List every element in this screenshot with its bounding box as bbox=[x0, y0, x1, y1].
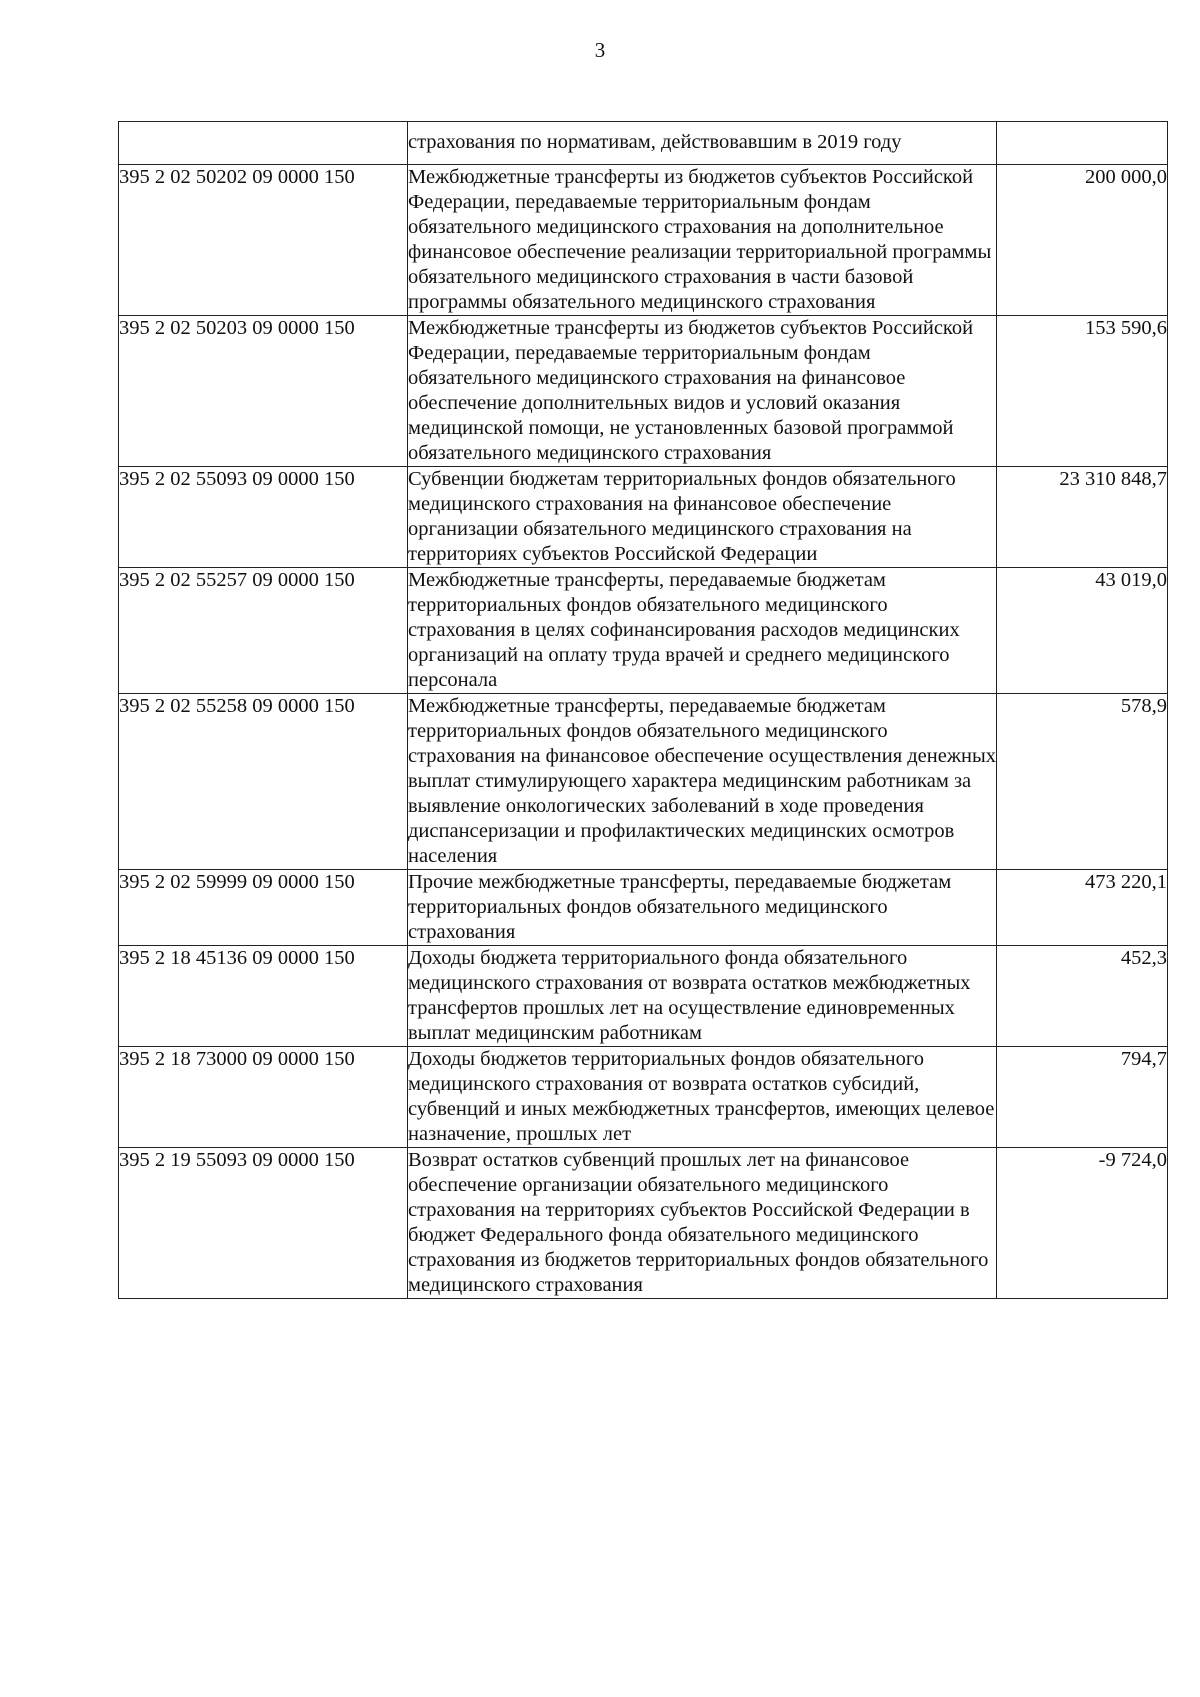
description-cell: Межбюджетные трансферты из бюджетов субъектов Российской Федерации, передаваемые территориальным фондам обязательного медицинского страхования на дополнительное финансовое обеспечение реализации территориальной программы обязательного медицинского страхования в части базовой программы обязательного медицинского страхования bbox=[408, 165, 997, 316]
budget-code-cell: 395 2 18 45136 09 0000 150 bbox=[119, 946, 408, 1047]
table-row bbox=[119, 1047, 1168, 1148]
amount-cell: 578,9 bbox=[997, 694, 1168, 870]
description-cell: Межбюджетные трансферты из бюджетов субъектов Российской Федерации, передаваемые территориальным фондам обязательного медицинского страхования на финансовое обеспечение дополнительных видов и условий оказания медицинской помощи, не установленных базовой программой обязательного медицинского страхования bbox=[408, 316, 997, 467]
table-row bbox=[119, 870, 1168, 946]
budget-code-cell: 395 2 19 55093 09 0000 150 bbox=[119, 1148, 408, 1299]
page-number: 3 bbox=[594, 38, 606, 62]
amount-cell: 153 590,6 bbox=[997, 316, 1168, 467]
description-cell: Субвенции бюджетам территориальных фондов обязательного медицинского страхования на финансовое обеспечение организации обязательного медицинского страхования на территориях субъектов Российской Федерации bbox=[408, 467, 997, 568]
table-row bbox=[119, 568, 1168, 694]
budget-code-cell: 395 2 02 55258 09 0000 150 bbox=[119, 694, 408, 870]
amount-cell: 794,7 bbox=[997, 1047, 1168, 1148]
description-cell: страхования по нормативам, действовавшим в 2019 году bbox=[408, 122, 997, 165]
budget-code-cell: 395 2 02 50203 09 0000 150 bbox=[119, 316, 408, 467]
amount-cell bbox=[997, 122, 1168, 165]
table-row bbox=[119, 946, 1168, 1047]
amount-cell: 43 019,0 bbox=[997, 568, 1168, 694]
budget-revenue-table bbox=[118, 121, 1168, 1299]
description-cell: Возврат остатков субвенций прошлых лет на финансовое обеспечение организации обязательного медицинского страхования на территориях субъектов Российской Федерации в бюджет Федерального фонда обязательного медицинского страхования из бюджетов территориальных фондов обязательного медицинского страхования bbox=[408, 1148, 997, 1299]
amount-cell: 473 220,1 bbox=[997, 870, 1168, 946]
description-cell: Прочие межбюджетные трансферты, передаваемые бюджетам территориальных фондов обязательного медицинского страхования bbox=[408, 870, 997, 946]
description-cell: Межбюджетные трансферты, передаваемые бюджетам территориальных фондов обязательного медицинского страхования на финансовое обеспечение осуществления денежных выплат стимулирующего характера медицинским работникам за выявление онкологических заболеваний в ходе проведения диспансеризации и профилактических медицинских осмотров населения bbox=[408, 694, 997, 870]
table-row bbox=[119, 1148, 1168, 1299]
amount-cell: -9 724,0 bbox=[997, 1148, 1168, 1299]
amount-cell: 452,3 bbox=[997, 946, 1168, 1047]
table-row bbox=[119, 316, 1168, 467]
amount-cell: 23 310 848,7 bbox=[997, 467, 1168, 568]
budget-code-cell: 395 2 02 59999 09 0000 150 bbox=[119, 870, 408, 946]
amount-cell: 200 000,0 bbox=[997, 165, 1168, 316]
budget-code-cell: 395 2 02 55093 09 0000 150 bbox=[119, 467, 408, 568]
budget-code-cell: 395 2 02 55257 09 0000 150 bbox=[119, 568, 408, 694]
budget-code-cell: 395 2 18 73000 09 0000 150 bbox=[119, 1047, 408, 1148]
table-row bbox=[119, 122, 1168, 165]
description-cell: Доходы бюджетов территориальных фондов обязательного медицинского страхования от возврата остатков субсидий, субвенций и иных межбюджетных трансфертов, имеющих целевое назначение, прошлых лет bbox=[408, 1047, 997, 1148]
description-cell: Межбюджетные трансферты, передаваемые бюджетам территориальных фондов обязательного медицинского страхования в целях софинансирования расходов медицинских организаций на оплату труда врачей и среднего медицинского персонала bbox=[408, 568, 997, 694]
description-cell: Доходы бюджета территориального фонда обязательного медицинского страхования от возврата остатков межбюджетных трансфертов прошлых лет на осуществление единовременных выплат медицинским работникам bbox=[408, 946, 997, 1047]
table-row bbox=[119, 467, 1168, 568]
budget-code-cell bbox=[119, 122, 408, 165]
table-row bbox=[119, 694, 1168, 870]
budget-code-cell: 395 2 02 50202 09 0000 150 bbox=[119, 165, 408, 316]
table-row bbox=[119, 165, 1168, 316]
